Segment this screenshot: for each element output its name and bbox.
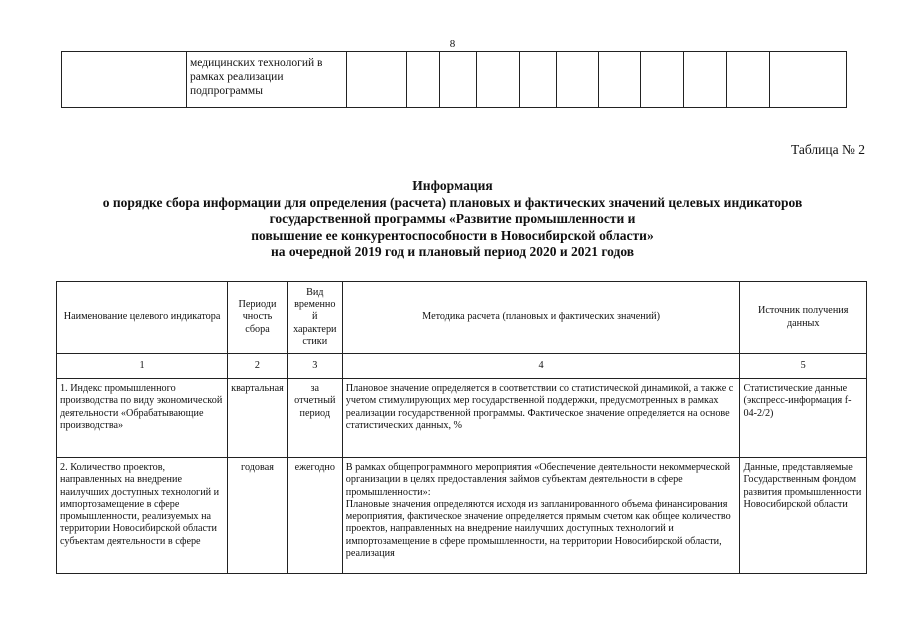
data-source: Данные, представляемые Государственным фондом развития промышленности Новосибирской области [740,458,867,574]
column-number-row [57,354,867,379]
empty-cell [727,52,770,108]
table-label: Таблица № 2 [791,142,865,157]
column-number: 3 [287,354,342,379]
empty-cell [440,52,477,108]
column-number: 1 [57,354,228,379]
header-row [57,282,867,354]
column-number: 2 [228,354,288,379]
header-cell: Периоди чность сбора [228,282,288,354]
time-type: ежегодно [287,458,342,574]
title-line: государственной программы «Развитие промышленности и [269,211,636,227]
indicator-name: 1. Индекс промышленного производства по виду экономической деятельности «Обрабатывающие производства» [57,379,228,458]
column-number: 5 [740,354,867,379]
table-row [57,458,867,574]
data-source: Статистические данные (экспресс-информация f-04-2/2) [740,379,867,458]
title-line: о порядке сбора информации для определения (расчета) плановых и фактических значений целевых индикаторов [102,194,803,210]
title-line: на очередной 2019 год и плановый период 2020 и 2021 годов [270,244,635,260]
empty-cell [557,52,599,108]
calculation-method [342,458,740,574]
periodicity: квартальная [228,379,288,458]
header-cell: Наименование целевого индикатора [57,282,228,354]
periodicity: годовая [228,458,288,574]
calculation-method: Плановое значение определяется в соответствии со статистической динамикой, а также с учетом стимулирующих мер государственной поддержки, предусмотренных в рамках реализации государственной программы. Фактическое значение определяется на основе статистических данных, % [342,379,740,458]
empty-cell [347,52,407,108]
empty-cell [599,52,641,108]
empty-cell [62,52,187,108]
column-number: 4 [342,354,740,379]
continued-table [61,51,847,108]
title-line: Информация [412,178,493,193]
header-cell: Методика расчета (плановых и фактических значений) [342,282,740,354]
method-paragraph: Плановые значения определяются исходя из запланированного объема финансирования мероприятия, фактическое значение определяется прямым счетом как общее количество проектов, направленных на внедрение наилучших доступных технологий и импортозамещение в сфере промышленности, на территории Новосибирской области, реализация [345,498,731,560]
empty-cell [641,52,684,108]
header-cell: Источник получения данных [740,282,867,354]
page-number: 8 [449,38,456,50]
empty-cell [520,52,557,108]
header-cell: Вид временно й характери стики [287,282,342,354]
empty-cell [477,52,520,108]
table-cell: медицинских технологий в рамках реализации подпрограммы [187,52,347,108]
method-paragraph: В рамках общепрограммного мероприятия «Обеспечение деятельности некоммерческой организации в целях предоставления займов субъектам деятельности в сфере промышленности»: [345,462,731,498]
indicator-name: 2. Количество проектов, направленных на внедрение наилучших доступных технологий и импортозамещение в сфере промышленности, реализуемых на территории Новосибирской области субъектам деятельности в сфере [57,458,228,574]
title-line: повышение ее конкурентоспособности в Новосибирской области» [251,227,654,243]
indicators-table [56,281,867,574]
table-row [57,379,867,458]
document-title [40,178,865,261]
empty-cell [770,52,847,108]
empty-cell [684,52,727,108]
empty-cell [407,52,440,108]
time-type: за отчетный период [287,379,342,458]
